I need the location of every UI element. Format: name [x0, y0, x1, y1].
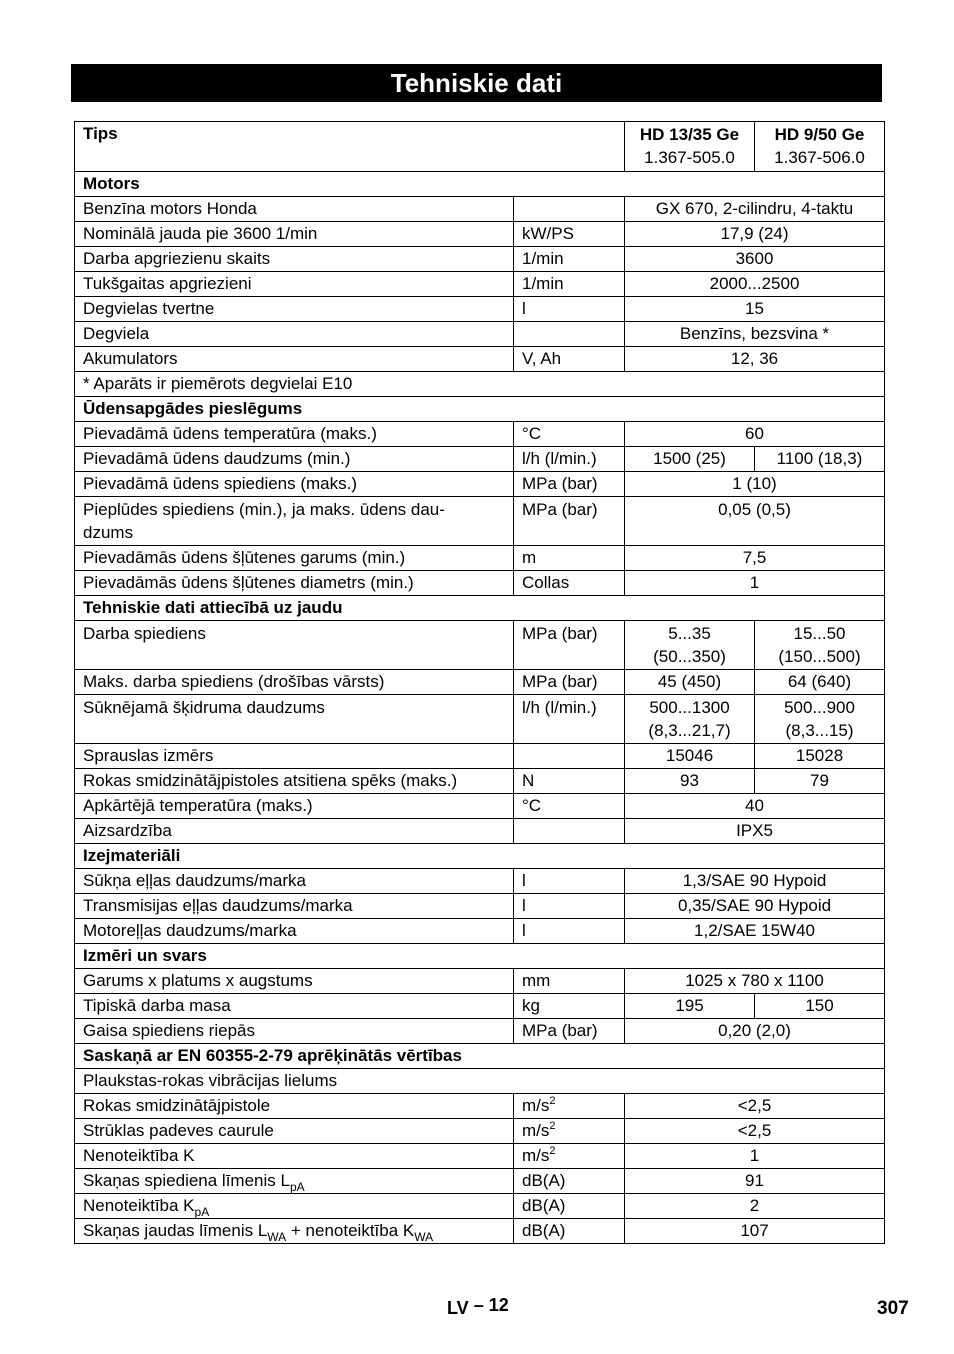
table-header-row — [75, 122, 885, 172]
row-unit: N — [514, 769, 625, 794]
row-unit: °C — [514, 422, 625, 447]
row-label: Akumulators — [75, 347, 514, 372]
table-row — [75, 247, 885, 272]
model1-order-no: 1.367-505.0 — [644, 148, 735, 167]
table-row — [75, 1144, 885, 1169]
row-value-model1: 45 (450) — [625, 670, 755, 695]
row-value: 15 — [625, 297, 885, 322]
footer-language: LV — [447, 1298, 469, 1318]
row-unit: dB(A) — [514, 1169, 625, 1194]
table-row — [75, 422, 885, 447]
value-line1: 15...50 — [793, 624, 846, 643]
row-value: <2,5 — [625, 1094, 885, 1119]
row-value: 60 — [625, 422, 885, 447]
row-value: 1 — [625, 571, 885, 596]
row-label: Maks. darba spiediens (drošības vārsts) — [75, 670, 514, 695]
label-text: Skaņas jaudas līmenis L — [83, 1221, 268, 1240]
value-line1: 500...1300 — [649, 698, 730, 717]
table-row — [75, 447, 885, 472]
model1-name: HD 13/35 Ge — [639, 125, 740, 144]
row-label: Pievadāmās ūdens šļūtenes garums (min.) — [75, 546, 514, 571]
row-label: Motoreļļas daudzums/marka — [75, 919, 514, 944]
subsection-row — [75, 1069, 885, 1094]
row-unit: l — [514, 297, 625, 322]
model2-name: HD 9/50 Ge — [774, 125, 865, 144]
vibration-heading: Plaukstas-rokas vibrācijas lielums — [75, 1069, 885, 1094]
row-value: <2,5 — [625, 1119, 885, 1144]
row-value: 1 (10) — [625, 472, 885, 497]
row-unit: l — [514, 919, 625, 944]
label-subscript: WA — [414, 1230, 434, 1244]
row-label: Pievadāmā ūdens spiediens (maks.) — [75, 472, 514, 497]
section-row — [75, 172, 885, 197]
row-value: 40 — [625, 794, 885, 819]
table-row — [75, 197, 885, 222]
label-subscript: WA — [267, 1230, 287, 1244]
row-value: 0,35/SAE 90 Hypoid — [625, 894, 885, 919]
table-row — [75, 919, 885, 944]
row-label: Sprauslas izmērs — [75, 744, 514, 769]
table-row — [75, 1194, 885, 1219]
row-unit: Collas — [514, 571, 625, 596]
row-unit: dB(A) — [514, 1219, 625, 1244]
section-row — [75, 844, 885, 869]
row-unit: l — [514, 894, 625, 919]
tech-data-table — [74, 121, 885, 1244]
section-row — [75, 1044, 885, 1069]
row-label-line1: Pieplūdes spiediens (min.), ja maks. ūdens dau- — [83, 500, 445, 519]
row-label: Degviela — [75, 322, 514, 347]
value-line2: (150...500) — [778, 647, 861, 666]
row-value: 3600 — [625, 247, 885, 272]
row-label: Pievadāmā ūdens temperatūra (maks.) — [75, 422, 514, 447]
unit-superscript: 2 — [549, 1120, 556, 1132]
row-unit — [514, 322, 625, 347]
row-unit: dB(A) — [514, 1194, 625, 1219]
unit-text: m/s — [522, 1121, 550, 1140]
table-row — [75, 1219, 885, 1244]
section-water-supply: Ūdensapgādes pieslēgums — [75, 397, 885, 422]
row-value-model2 — [755, 621, 885, 670]
row-unit: mm — [514, 969, 625, 994]
value-line2: (50...350) — [653, 647, 726, 666]
label-subscript: pA — [289, 1180, 305, 1194]
value-line2: (8,3...21,7) — [648, 721, 731, 740]
row-value: 2 — [625, 1194, 885, 1219]
label-text: + nenoteiktība K — [286, 1221, 415, 1240]
row-value: 1025 x 780 x 1100 — [625, 969, 885, 994]
footer-page-number: 307 — [877, 1298, 909, 1319]
model2-header — [755, 122, 885, 172]
row-value-model1: 15046 — [625, 744, 755, 769]
row-value: IPX5 — [625, 819, 885, 844]
table-row — [75, 1094, 885, 1119]
value-line1: 5...35 — [668, 624, 711, 643]
value-line2: (8,3...15) — [785, 721, 854, 740]
table-row — [75, 869, 885, 894]
note-e10: * Aparāts ir piemērots degvielai E10 — [75, 372, 885, 397]
row-value-model1: 93 — [625, 769, 755, 794]
row-unit: MPa (bar) — [514, 497, 625, 546]
row-value-model2: 64 (640) — [755, 670, 885, 695]
section-consumables: Izejmateriāli — [75, 844, 885, 869]
table-row — [75, 297, 885, 322]
row-unit: MPa (bar) — [514, 621, 625, 670]
table-row — [75, 347, 885, 372]
section-en-values: Saskaņā ar EN 60355-2-79 aprēķinātās vērtības — [75, 1044, 885, 1069]
row-unit: MPa (bar) — [514, 670, 625, 695]
model1-header — [625, 122, 755, 172]
table-row — [75, 969, 885, 994]
row-value: 0,05 (0,5) — [625, 497, 885, 546]
row-unit: l/h (l/min.) — [514, 695, 625, 744]
row-value: 1,3/SAE 90 Hypoid — [625, 869, 885, 894]
row-label: Pievadāmās ūdens šļūtenes diametrs (min.) — [75, 571, 514, 596]
table-row — [75, 1119, 885, 1144]
row-value-model2: 150 — [755, 994, 885, 1019]
row-label: Apkārtējā temperatūra (maks.) — [75, 794, 514, 819]
table-row — [75, 670, 885, 695]
row-label: Nominālā jauda pie 3600 1/min — [75, 222, 514, 247]
row-value: 91 — [625, 1169, 885, 1194]
table-row — [75, 794, 885, 819]
section-row — [75, 944, 885, 969]
row-label: Darba apgriezienu skaits — [75, 247, 514, 272]
row-unit — [514, 1144, 625, 1169]
row-label — [75, 1194, 514, 1219]
row-unit: °C — [514, 794, 625, 819]
row-label: Sūknējamā šķidruma daudzums — [75, 695, 514, 744]
section-performance: Tehniskie dati attiecībā uz jaudu — [75, 596, 885, 621]
table-row — [75, 497, 885, 546]
table-row — [75, 222, 885, 247]
row-label — [75, 1169, 514, 1194]
row-value: GX 670, 2-cilindru, 4-taktu — [625, 197, 885, 222]
unit-superscript: 2 — [549, 1145, 556, 1157]
page-title: Tehniskie dati — [71, 64, 882, 102]
row-unit — [514, 819, 625, 844]
table-row — [75, 744, 885, 769]
footer-local-page: – 12 — [473, 1295, 509, 1315]
row-value: 2000...2500 — [625, 272, 885, 297]
row-unit: kg — [514, 994, 625, 1019]
table-row — [75, 994, 885, 1019]
row-label: Transmisijas eļļas daudzums/marka — [75, 894, 514, 919]
row-unit: V, Ah — [514, 347, 625, 372]
row-label: Nenoteiktība K — [75, 1144, 514, 1169]
row-label: Benzīna motors Honda — [75, 197, 514, 222]
row-unit: MPa (bar) — [514, 1019, 625, 1044]
row-value-model1: 1500 (25) — [625, 447, 755, 472]
table-row — [75, 546, 885, 571]
row-label: Gaisa spiediens riepās — [75, 1019, 514, 1044]
row-label: Aizsardzība — [75, 819, 514, 844]
row-value-model1 — [625, 621, 755, 670]
row-value: 7,5 — [625, 546, 885, 571]
row-unit: MPa (bar) — [514, 472, 625, 497]
row-value: 17,9 (24) — [625, 222, 885, 247]
table-row — [75, 769, 885, 794]
row-unit: kW/PS — [514, 222, 625, 247]
row-label: Degvielas tvertne — [75, 297, 514, 322]
row-unit — [514, 1119, 625, 1144]
row-label — [75, 1219, 514, 1244]
row-unit — [514, 1094, 625, 1119]
footer-page-label — [447, 1295, 509, 1319]
row-value: 107 — [625, 1219, 885, 1244]
section-row — [75, 596, 885, 621]
row-value: 1 — [625, 1144, 885, 1169]
table-row — [75, 621, 885, 670]
row-label: Sūkņa eļļas daudzums/marka — [75, 869, 514, 894]
table-row — [75, 894, 885, 919]
unit-text: m/s — [522, 1146, 550, 1165]
label-text: Skaņas spiediena līmenis L — [83, 1171, 290, 1190]
row-label: Darba spiediens — [75, 621, 514, 670]
row-unit: l/h (l/min.) — [514, 447, 625, 472]
row-label: Strūklas padeves caurule — [75, 1119, 514, 1144]
row-label — [75, 497, 514, 546]
row-unit: m — [514, 546, 625, 571]
row-unit — [514, 197, 625, 222]
table-row — [75, 272, 885, 297]
unit-superscript: 2 — [549, 1095, 556, 1107]
value-line1: 500...900 — [784, 698, 855, 717]
row-label: Garums x platums x augstums — [75, 969, 514, 994]
table-row — [75, 1169, 885, 1194]
row-unit: 1/min — [514, 247, 625, 272]
table-row — [75, 571, 885, 596]
row-value-model2: 79 — [755, 769, 885, 794]
section-row — [75, 397, 885, 422]
row-value-model2: 15028 — [755, 744, 885, 769]
row-value: 1,2/SAE 15W40 — [625, 919, 885, 944]
row-value-model1 — [625, 695, 755, 744]
label-text: Nenoteiktība K — [83, 1196, 195, 1215]
table-row — [75, 695, 885, 744]
row-label: Tipiskā darba masa — [75, 994, 514, 1019]
row-value-model2: 1100 (18,3) — [755, 447, 885, 472]
tips-label: Tips — [75, 122, 625, 172]
row-unit: 1/min — [514, 272, 625, 297]
table-row — [75, 1019, 885, 1044]
row-label: Rokas smidzinātājpistoles atsitiena spēks (maks.) — [75, 769, 514, 794]
table-row — [75, 472, 885, 497]
section-dimensions: Izmēri un svars — [75, 944, 885, 969]
section-motors: Motors — [75, 172, 885, 197]
row-label: Tukšgaitas apgriezieni — [75, 272, 514, 297]
row-label-line2: dzums — [83, 523, 134, 542]
row-label: Rokas smidzinātājpistole — [75, 1094, 514, 1119]
note-row — [75, 372, 885, 397]
row-value: 12, 36 — [625, 347, 885, 372]
row-value: 0,20 (2,0) — [625, 1019, 885, 1044]
row-unit: l — [514, 869, 625, 894]
table-row — [75, 322, 885, 347]
row-label: Pievadāmā ūdens daudzums (min.) — [75, 447, 514, 472]
unit-text: m/s — [522, 1096, 550, 1115]
row-value: Benzīns, bezsvina * — [625, 322, 885, 347]
row-value-model1: 195 — [625, 994, 755, 1019]
model2-order-no: 1.367-506.0 — [774, 148, 865, 167]
label-subscript: pA — [194, 1205, 210, 1219]
row-value-model2 — [755, 695, 885, 744]
row-unit — [514, 744, 625, 769]
table-row — [75, 819, 885, 844]
